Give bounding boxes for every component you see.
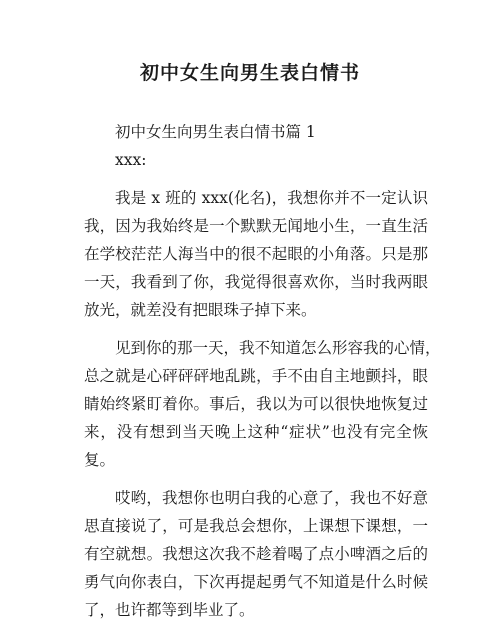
paragraph-line: 了，也许都等到毕业了。 <box>84 601 255 619</box>
paragraph-2 <box>84 334 441 474</box>
paragraph-line: 哎哟，我想你也明白我的心意了，我也不好意 <box>115 489 428 507</box>
paragraph-line: 放光，就差没有把眼珠子掉下来。 <box>84 301 317 319</box>
paragraph-line: 在学校茫茫人海当中的很不起眼的小角落。只是那 <box>84 245 428 263</box>
section-heading: 初中女生向男生表白情书篇 1 <box>115 123 316 141</box>
paragraph-line: 来，没有想到当天晚上这种“症状”也没有完全恢 <box>84 423 428 441</box>
paragraph-line: 我，因为我始终是一个默默无闻地小生，一直生活 <box>84 217 428 235</box>
paragraph-line: 总之就是心砰砰砰地乱跳，手不由自主地颤抖，眼 <box>84 367 428 385</box>
paragraph-line: 有空就想。我想这次我不趁着喝了点小啤酒之后的 <box>84 545 428 563</box>
document-body <box>84 118 441 624</box>
paragraph-line: 见到你的那一天，我不知道怎么形容我的心情， <box>115 339 441 357</box>
paragraph-line: 思直接说了，可是我总会想你，上课想下课想，一 <box>84 517 428 535</box>
paragraph-line: 复。 <box>84 451 116 469</box>
paragraph-line: 一天，我看到了你，我觉得很喜欢你，当时我两眼 <box>84 273 428 291</box>
paragraph-line: 勇气向你表白，下次再提起勇气不知道是什么时候 <box>84 573 428 591</box>
paragraph-1 <box>84 184 428 324</box>
paragraph-3 <box>84 484 428 624</box>
salutation: xxx: <box>115 151 147 169</box>
document-title: 初中女生向男生表白情书 <box>139 62 360 84</box>
paragraph-line: 我是 x 班的 xxx(化名)，我想你并不一定认识 <box>115 189 428 207</box>
paragraph-line: 睛始终紧盯着你。事后，我以为可以很快地恢复过 <box>84 395 428 413</box>
